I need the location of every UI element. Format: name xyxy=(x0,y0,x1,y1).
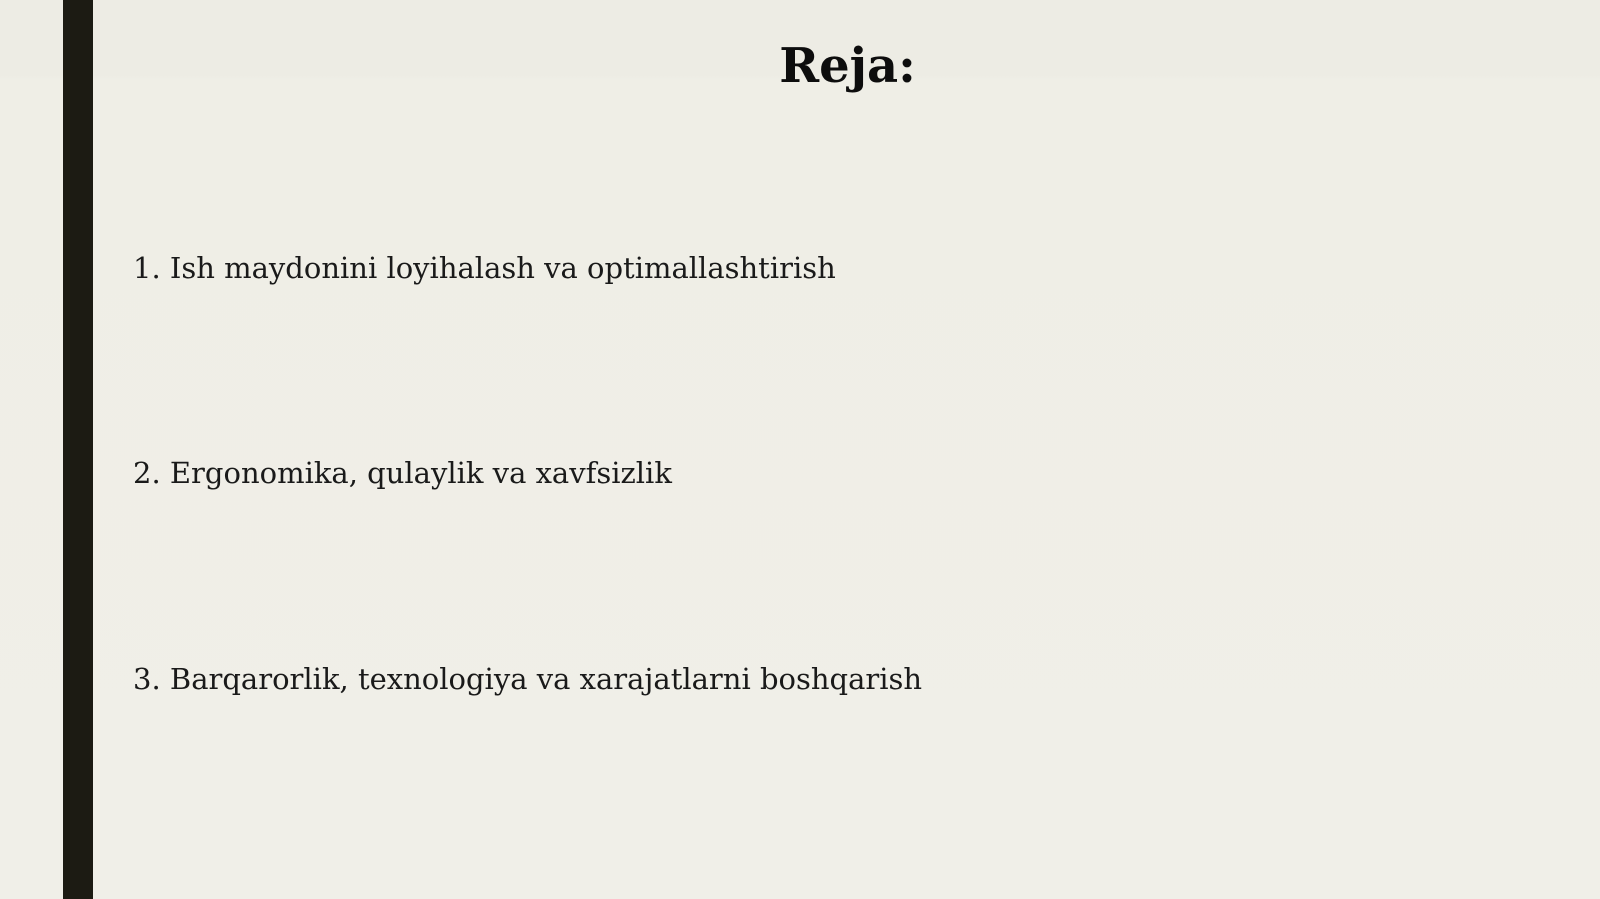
plan-item-2: 2. Ergonomika, qulaylik va xavfsizlik xyxy=(133,456,672,490)
slide-title: Reja: xyxy=(779,38,916,94)
plan-item-3: 3. Barqarorlik, texnologiya va xarajatlarni boshqarish xyxy=(133,662,923,696)
plan-item-1: 1. Ish maydonini loyihalash va optimallashtirish xyxy=(133,251,836,285)
accent-bar xyxy=(63,0,93,899)
